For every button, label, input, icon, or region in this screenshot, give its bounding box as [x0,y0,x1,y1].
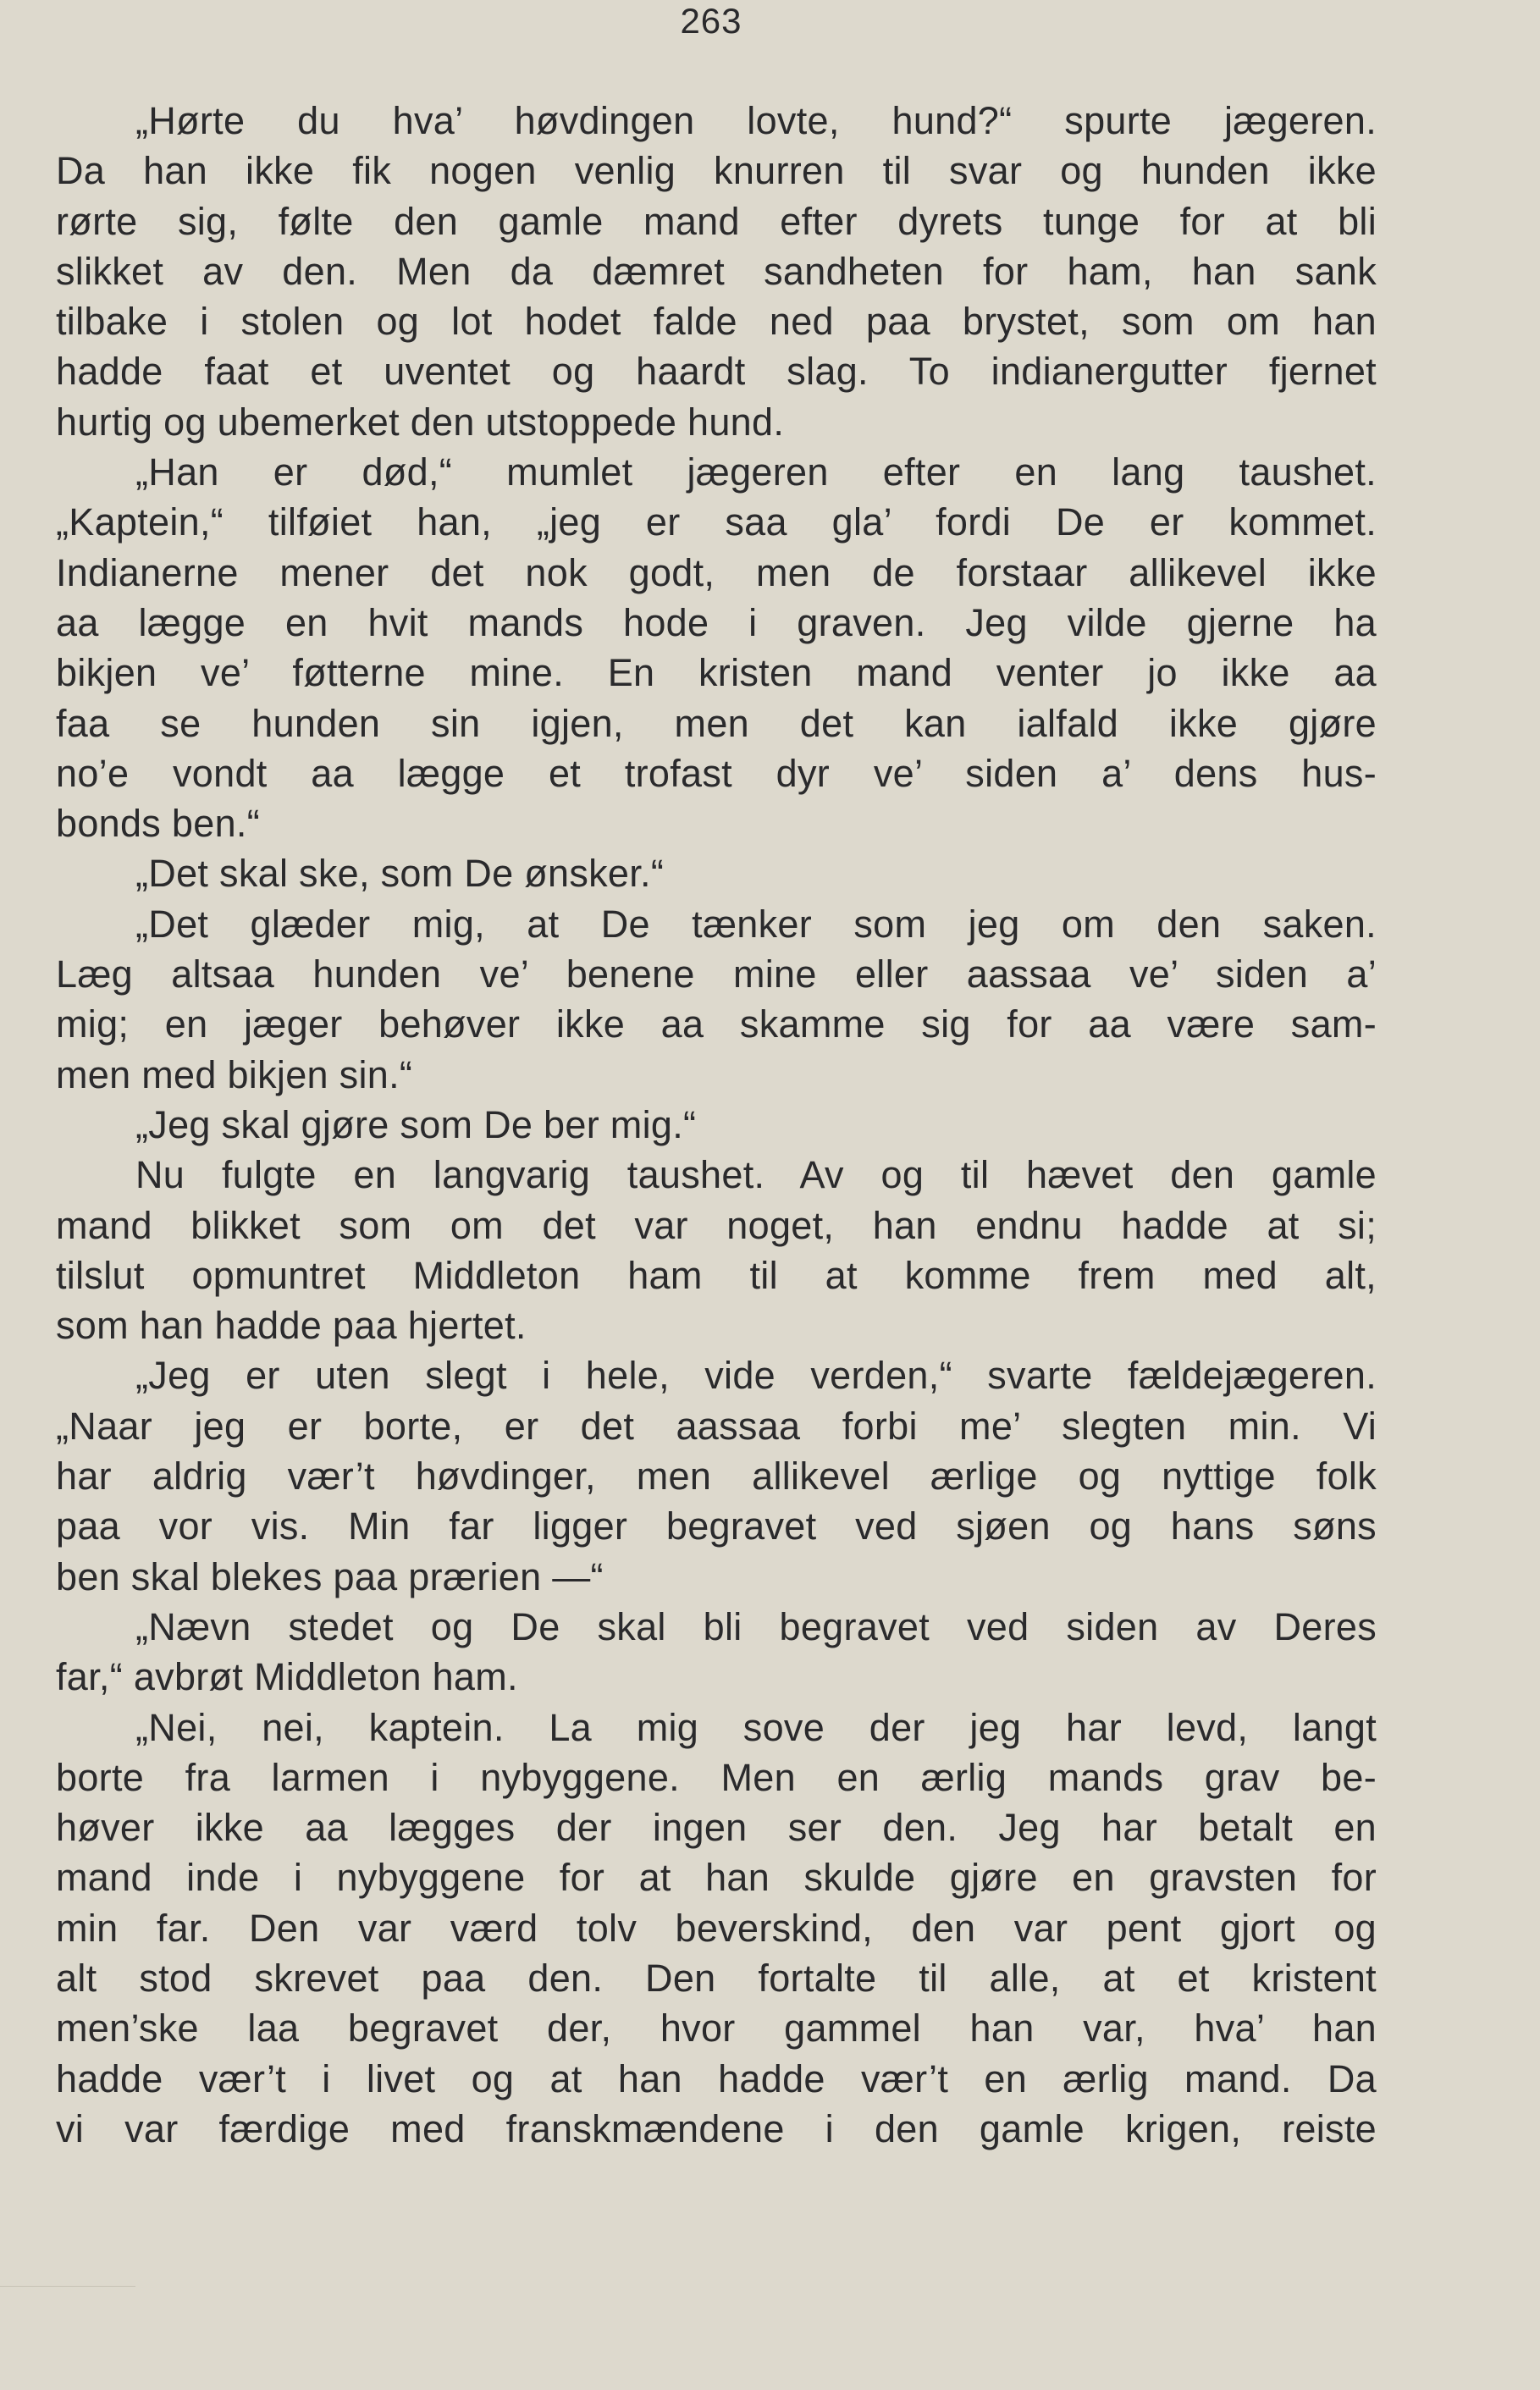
text-line: Nu fulgte en langvarig taushet. Av og til hævet den gamle [135,1153,1377,1197]
page-edge-line [0,2286,135,2287]
text-line: ben skal blekes paa prærien —“ [56,1554,604,1598]
text-line: tilslut opmuntret Middleton ham til at komme frem med alt, [56,1253,1377,1297]
text-line: alt stod skrevet paa den. Den fortalte til alle, at et kristent [56,1956,1377,2000]
text-line: no’e vondt aa lægge et trofast dyr ve’ siden a’ dens hus- [56,751,1377,795]
text-line: vi var færdige med franskmændene i den gamle krigen, reiste [56,2106,1377,2150]
text-line: hurtig og ubemerket den utstoppede hund. [56,400,785,444]
text-line: bikjen ve’ føtterne mine. En kristen mand venter jo ikke aa [56,651,1377,695]
text-line: tilbake i stolen og lot hodet falde ned paa brystet, som om han [56,300,1377,344]
text-line: „Det skal ske, som De ønsker.“ [135,852,665,896]
text-line: „Jeg skal gjøre som De ber mig.“ [135,1102,697,1146]
text-line: paa vor vis. Min far ligger begravet ved sjøen og hans søns [56,1504,1377,1548]
text-line: mand blikket som om det var noget, han endnu hadde at si; [56,1203,1377,1247]
text-line: „Jeg er uten slegt i hele, vide verden,“ svarte fældejægeren. [135,1354,1377,1398]
text-line: Indianerne mener det nok godt, men de forstaar allikevel ikke [56,550,1377,594]
text-line: aa lægge en hvit mands hode i graven. Jeg vilde gjerne ha [56,600,1377,644]
text-line: min far. Den var værd tolv beverskind, den var pent gjort og [56,1906,1377,1950]
text-line: „Nei, nei, kaptein. La mig sove der jeg har levd, langt [135,1705,1377,1749]
text-line: „Nævn stedet og De skal bli begravet ved siden av Deres [135,1604,1377,1648]
text-line: mig; en jæger behøver ikke aa skamme sig for aa være sam- [56,1002,1377,1046]
text-line: borte fra larmen i nybyggene. Men en ærlig mands grav be- [56,1755,1377,1799]
text-line: Da han ikke fik nogen venlig knurren til svar og hunden ikke [56,149,1377,193]
text-line: faa se hunden sin igjen, men det kan ialfald ikke gjøre [56,701,1377,745]
text-line: har aldrig vær’t høvdinger, men allikevel ærlige og nyttige folk [56,1454,1377,1499]
text-line: høver ikke aa lægges der ingen ser den. Jeg har betalt en [56,1806,1377,1850]
text-line: men’ske laa begravet der, hvor gammel han var, hva’ han [56,2006,1377,2051]
text-line: bonds ben.“ [56,802,260,846]
text-line: som han hadde paa hjertet. [56,1304,527,1348]
text-line: „Kaptein,“ tilføiet han, „jeg er saa gla’ fordi De er kommet. [56,500,1377,544]
text-line: rørte sig, følte den gamle mand efter dyrets tunge for at bli [56,199,1377,243]
text-line: far,“ avbrøt Middleton ham. [56,1655,518,1699]
text-line: „Hørte du hva’ høvdingen lovte, hund?“ spurte jægeren. [135,99,1377,142]
text-line: hadde vær’t i livet og at han hadde vær’t en ærlig mand. Da [56,2056,1377,2100]
body-text [56,96,1377,2154]
text-line: „Naar jeg er borte, er det aassaa forbi me’ slegten min. Vi [56,1404,1377,1448]
text-line: men med bikjen sin.“ [56,1052,413,1096]
page-number: 263 [680,1,742,41]
text-line: mand inde i nybyggene for at han skulde gjøre en gravsten for [56,1856,1377,1900]
text-line: slikket av den. Men da dæmret sandheten for ham, han sank [56,249,1377,293]
text-line: hadde faat et uventet og haardt slag. To indianergutter fjernet [56,350,1377,394]
text-line: „Han er død,“ mumlet jægeren efter en lang taushet. [135,450,1377,494]
text-line: Læg altsaa hunden ve’ benene mine eller aassaa ve’ siden a’ [56,952,1377,996]
text-line: „Det glæder mig, at De tænker som jeg om den saken. [135,902,1377,946]
